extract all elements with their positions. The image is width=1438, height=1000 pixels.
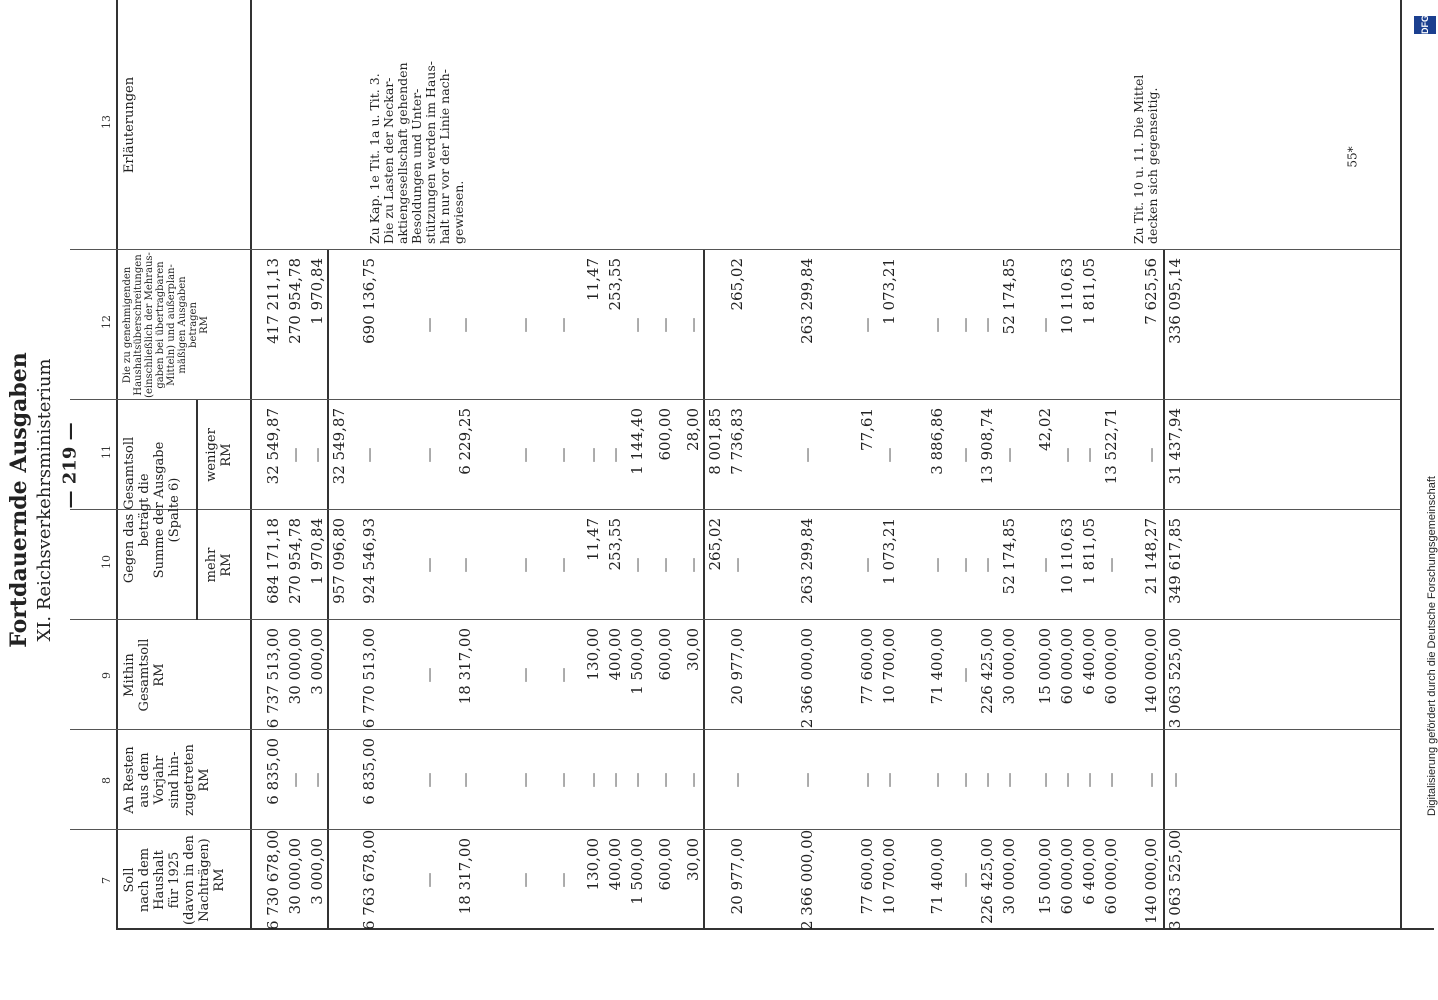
cell-c12: 270 954,78 — [286, 258, 304, 344]
cell-c11: 8 001,85 — [706, 408, 724, 475]
cell-c12: — — [684, 317, 702, 333]
cell-c9: 140 000,00 — [1142, 628, 1160, 714]
cell-c10: 957 096,80 — [330, 518, 348, 604]
cell-c10: — — [420, 557, 438, 573]
column-separator — [70, 619, 1400, 620]
cell-c10: 263 299,84 — [798, 518, 816, 604]
cell-c9: 400,00 — [606, 628, 624, 681]
cell-c9: 30 000,00 — [286, 628, 304, 705]
cell-c10: 1 970,84 — [308, 518, 326, 585]
cell-c11: 7 736,83 — [728, 408, 746, 475]
cell-c9: 71 400,00 — [928, 628, 946, 705]
table-row — [682, 0, 704, 1000]
sum-rule — [703, 250, 705, 930]
cell-c12: — — [956, 317, 974, 333]
cell-c10: — — [858, 557, 876, 573]
cell-c9 — [328, 628, 350, 730]
cell-c10: 10 110,63 — [1058, 518, 1076, 595]
cell-c7: — — [956, 872, 974, 888]
cell-c10: 1 073,21 — [880, 518, 898, 585]
sum-rule — [1163, 250, 1165, 930]
table-bottom-rule — [1400, 0, 1402, 930]
cell-c9 — [704, 628, 726, 730]
table-row — [926, 0, 948, 1000]
column-separator — [70, 829, 1400, 830]
footnote-mark: 55* — [1345, 146, 1360, 168]
cell-c7: 6 400,00 — [1080, 838, 1098, 905]
cell-c8: — — [1102, 772, 1120, 788]
cell-c8: 6 835,00 — [264, 738, 282, 805]
column-separator — [70, 249, 1400, 250]
cell-c12: 265,02 — [728, 258, 746, 311]
cell-c10: 684 171,18 — [264, 518, 282, 604]
cell-c11: 3 886,86 — [928, 408, 946, 475]
cell-c12: 417 211,13 — [264, 258, 282, 344]
column-number: 12 — [100, 315, 113, 329]
dfg-logo: DFG — [1414, 16, 1436, 34]
cell-c10: — — [628, 557, 646, 573]
cell-c7: 226 425,00 — [978, 838, 996, 924]
cell-c8: — — [1166, 772, 1184, 788]
cell-c8: 6 835,00 — [360, 738, 378, 805]
cell-c10: — — [684, 557, 702, 573]
col10-11-subrule — [196, 400, 198, 620]
cell-c12: — — [928, 317, 946, 333]
table-row — [454, 0, 476, 1000]
cell-c10: 349 617,85 — [1166, 518, 1184, 604]
cell-c9: — — [516, 667, 534, 683]
cell-c9: 77 600,00 — [858, 628, 876, 705]
table-row — [976, 0, 998, 1000]
page-number-display: — 219 — — [59, 422, 81, 509]
cell-c7: 30 000,00 — [1000, 838, 1018, 915]
cell-c7: 6 763 678,00 — [360, 829, 378, 930]
cell-c7: 20 977,00 — [728, 838, 746, 915]
cell-c9: 10 700,00 — [880, 628, 898, 705]
cell-c7: 60 000,00 — [1102, 838, 1120, 915]
cell-c11: 31 437,94 — [1166, 408, 1184, 485]
cell-c10: — — [456, 557, 474, 573]
cell-c12: — — [554, 317, 572, 333]
cell-c10: 253,55 — [606, 518, 624, 571]
table-row — [796, 0, 818, 1000]
cell-c8 — [704, 738, 726, 830]
cell-c11: 77,61 — [858, 408, 876, 451]
cell-c8: — — [628, 772, 646, 788]
cell-c9: 2 366 000,00 — [798, 628, 816, 729]
funding-note: Digitalisierung gefördert durch die Deutsche Forschungsgemeinschaft — [1426, 476, 1438, 816]
column-separator — [70, 729, 1400, 730]
cell-c10: 52 174,85 — [1000, 518, 1018, 595]
cell-c10: 11,47 — [584, 518, 602, 561]
cell-c9: 60 000,00 — [1102, 628, 1120, 705]
cell-c7: 30,00 — [684, 838, 702, 881]
cell-c11: — — [1058, 447, 1076, 463]
cell-c11: — — [606, 447, 624, 463]
cell-c8: — — [1142, 772, 1160, 788]
cell-c8: — — [928, 772, 946, 788]
cell-c12: — — [978, 317, 996, 333]
cell-c9: — — [554, 667, 572, 683]
cell-c7 — [704, 838, 726, 930]
cell-c9: 600,00 — [656, 628, 674, 681]
cell-c8: — — [956, 772, 974, 788]
cell-c9: 30 000,00 — [1000, 628, 1018, 705]
cell-c12: 253,55 — [606, 258, 624, 311]
cell-c11: — — [584, 447, 602, 463]
table-row — [954, 0, 976, 1000]
cell-c7: 1 500,00 — [628, 838, 646, 905]
note-tit10-11: Zu Tit. 10 u. 11. Die Mittel decken sich gegenseitig. — [1131, 74, 1160, 244]
cell-c9: 3 000,00 — [308, 628, 326, 695]
cell-c9: 60 000,00 — [1058, 628, 1076, 705]
cell-c11: — — [1000, 447, 1018, 463]
cell-c12: 10 110,63 — [1058, 258, 1076, 335]
cell-c11: — — [1080, 447, 1098, 463]
cell-c10: 21 148,27 — [1142, 518, 1160, 595]
cell-c11: 600,00 — [656, 408, 674, 461]
cell-c10: — — [978, 557, 996, 573]
cell-c9: — — [420, 667, 438, 683]
table-row — [626, 0, 648, 1000]
header-bottom-rule — [250, 0, 252, 930]
cell-c7: 18 317,00 — [456, 838, 474, 915]
table-row — [552, 0, 574, 1000]
cell-c11: — — [880, 447, 898, 463]
cell-c8: — — [684, 772, 702, 788]
cell-c11: — — [1142, 447, 1160, 463]
col12-header: Die zu genehmigenden Haushaltsüberschreitungen (einschließlich der Mehraus- gaben bei übertragbaren Mitteln) und außerplan- mäßigen Ausgaben betragen RM — [122, 252, 210, 398]
cell-c12: 1 811,05 — [1080, 258, 1098, 325]
table-row — [998, 0, 1020, 1000]
cell-c11: 13 522,71 — [1102, 408, 1120, 485]
cell-c8: — — [606, 772, 624, 788]
cell-c7: 30 000,00 — [286, 838, 304, 915]
table-row — [654, 0, 676, 1000]
cell-c11: — — [554, 447, 572, 463]
cell-c12: 1 073,21 — [880, 258, 898, 325]
cell-c12 — [704, 258, 726, 400]
cell-c12: 52 174,85 — [1000, 258, 1018, 335]
cell-c7: — — [420, 872, 438, 888]
table-row — [306, 0, 328, 1000]
col11-header: weniger RM — [204, 428, 234, 482]
cell-c10: — — [928, 557, 946, 573]
table-row — [1140, 0, 1162, 1000]
column-number: 7 — [100, 877, 113, 884]
cell-c8: — — [456, 772, 474, 788]
cell-c7: 3 000,00 — [308, 838, 326, 905]
cell-c10: — — [728, 557, 746, 573]
cell-c11: 13 908,74 — [978, 408, 996, 485]
column-number: 8 — [100, 777, 113, 784]
cell-c8: — — [1000, 772, 1018, 788]
cell-c7 — [328, 838, 350, 930]
cell-c11: — — [798, 447, 816, 463]
cell-c11: — — [360, 447, 378, 463]
cell-c8: — — [308, 772, 326, 788]
table-row — [1034, 0, 1056, 1000]
cell-c11: — — [516, 447, 534, 463]
cell-c7: 2 366 000,00 — [798, 829, 816, 930]
col7-header: Soll nach dem Haushalt für 1925 (davon in den Nachträgen) RM — [122, 835, 227, 925]
cell-c7: 140 000,00 — [1142, 838, 1160, 924]
col8-header: An Resten aus dem Vorjahr sind hin- zugetreten RM — [122, 744, 212, 816]
table-row — [1078, 0, 1100, 1000]
cell-c11: — — [286, 447, 304, 463]
cell-c12: 11,47 — [584, 258, 602, 301]
cell-c7: 130,00 — [584, 838, 602, 891]
note-kap1e: Zu Kap. 1e Tit. 1a u. Tit. 3. Die zu Lasten der Neckar- aktiengesellschaft gehenden Besoldungen und Unter- stützungen werden im Haus- halt nur vor der Linie nach- gewiesen. — [367, 61, 466, 244]
cell-c7: 6 730 678,00 — [264, 829, 282, 930]
cell-c8: — — [584, 772, 602, 788]
cell-c8: — — [880, 772, 898, 788]
cell-c7: — — [516, 872, 534, 888]
cell-c8: — — [798, 772, 816, 788]
cell-c7: 600,00 — [656, 838, 674, 891]
cell-c9: 226 425,00 — [978, 628, 996, 714]
cell-c10: — — [516, 557, 534, 573]
cell-c11: 28,00 — [684, 408, 702, 451]
table-row — [582, 0, 604, 1000]
table-top-rule — [116, 0, 118, 930]
cell-c12: — — [516, 317, 534, 333]
cell-c11: — — [420, 447, 438, 463]
cell-c11: 32 549,87 — [330, 408, 348, 485]
cell-c8: — — [728, 772, 746, 788]
cell-c11: 32 549,87 — [264, 408, 282, 485]
cell-c7: — — [554, 872, 572, 888]
cell-c9: 30,00 — [684, 628, 702, 671]
cell-c9: 15 000,00 — [1036, 628, 1054, 705]
cell-c9: 6 400,00 — [1080, 628, 1098, 695]
cell-c8: — — [554, 772, 572, 788]
cell-c12: — — [628, 317, 646, 333]
table-row — [856, 0, 878, 1000]
cell-c12: 1 970,84 — [308, 258, 326, 325]
cell-c8: — — [1036, 772, 1054, 788]
cell-c11: — — [956, 447, 974, 463]
table-row — [514, 0, 536, 1000]
cell-c10: 270 954,78 — [286, 518, 304, 604]
column-separator — [70, 509, 1400, 510]
cell-c10: — — [1102, 557, 1120, 573]
col13-header: Erläuterungen — [122, 76, 137, 174]
cell-c9: 1 500,00 — [628, 628, 646, 695]
cell-c12 — [328, 258, 350, 400]
cell-c12: 690 136,75 — [360, 258, 378, 344]
cell-c9: 6 737 513,00 — [264, 628, 282, 729]
cell-c7: 60 000,00 — [1058, 838, 1076, 915]
document-subtitle: XI. Reichsverkehrsministerium — [34, 358, 55, 642]
cell-c12: 7 625,56 — [1142, 258, 1160, 325]
cell-c7: 77 600,00 — [858, 838, 876, 915]
table-row — [262, 0, 284, 1000]
cell-c8: — — [1080, 772, 1098, 788]
cell-c9: 130,00 — [584, 628, 602, 681]
cell-c9: 18 317,00 — [456, 628, 474, 705]
cell-c12: 263 299,84 — [798, 258, 816, 344]
table-row — [1100, 0, 1122, 1000]
cell-c10: — — [1036, 557, 1054, 573]
cell-c11: 42,02 — [1036, 408, 1054, 451]
column-number: 9 — [100, 672, 113, 679]
table-row — [1164, 0, 1186, 1000]
table-row — [878, 0, 900, 1000]
cell-c12: — — [1036, 317, 1054, 333]
cell-c12: — — [420, 317, 438, 333]
cell-c7: 71 400,00 — [928, 838, 946, 915]
cell-c12: — — [456, 317, 474, 333]
cell-c10: — — [554, 557, 572, 573]
col10-header: mehr RM — [204, 547, 234, 583]
cell-c8: — — [420, 772, 438, 788]
column-number: 10 — [100, 555, 113, 569]
document-title: Fortdauernde Ausgaben — [6, 352, 32, 648]
cell-c10: — — [656, 557, 674, 573]
table-row — [328, 0, 350, 1000]
cell-c9: 6 770 513,00 — [360, 628, 378, 729]
table-row — [704, 0, 726, 1000]
cell-c7: 400,00 — [606, 838, 624, 891]
column-separator — [70, 399, 1400, 400]
cell-c9: — — [956, 667, 974, 683]
cell-c9: 3 063 525,00 — [1166, 628, 1184, 729]
cell-c8: — — [858, 772, 876, 788]
cell-c10: 1 811,05 — [1080, 518, 1098, 585]
table-row — [604, 0, 626, 1000]
cell-c10: 265,02 — [706, 518, 724, 571]
cell-c11: 1 144,40 — [628, 408, 646, 475]
cell-c8: — — [978, 772, 996, 788]
cell-c8 — [328, 738, 350, 830]
cell-c8: — — [1058, 772, 1076, 788]
cell-c9: 20 977,00 — [728, 628, 746, 705]
table-row — [284, 0, 306, 1000]
cell-c7: 3 063 525,00 — [1166, 829, 1184, 930]
cell-c11: 6 229,25 — [456, 408, 474, 475]
col10-11-header: Gegen das Gesamtsoll beträgt die Summe der Ausgabe (Spalte 6) — [122, 436, 182, 584]
cell-c8: — — [516, 772, 534, 788]
table-row — [1056, 0, 1078, 1000]
cell-c10: 924 546,93 — [360, 518, 378, 604]
cell-c11: — — [308, 447, 326, 463]
column-number: 11 — [100, 445, 113, 459]
cell-c7: 10 700,00 — [880, 838, 898, 915]
cell-c10: — — [956, 557, 974, 573]
cell-c12: — — [858, 317, 876, 333]
cell-c8: — — [286, 772, 304, 788]
cell-c7: 15 000,00 — [1036, 838, 1054, 915]
cell-c12: 336 095,14 — [1166, 258, 1184, 344]
table-row — [726, 0, 748, 1000]
sum-rule — [327, 250, 329, 930]
cell-c12 — [1100, 258, 1122, 400]
col9-header: Mithin Gesamtsoll RM — [122, 638, 167, 712]
cell-c12: — — [656, 317, 674, 333]
column-number: 13 — [100, 115, 113, 129]
table-row — [418, 0, 440, 1000]
table-row — [358, 0, 380, 1000]
cell-c8: — — [656, 772, 674, 788]
